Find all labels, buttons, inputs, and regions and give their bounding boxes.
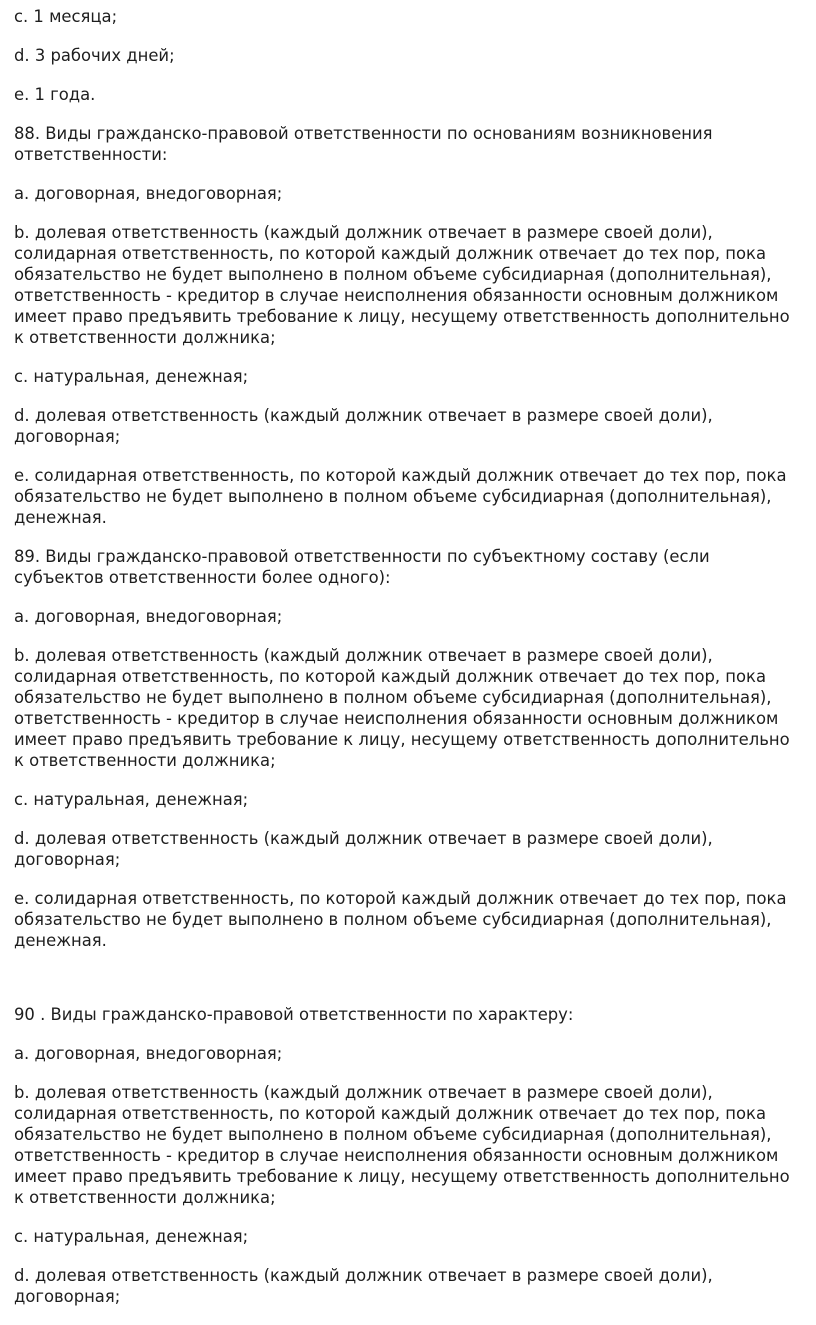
answer-option-a: a. договорная, внедоговорная; bbox=[14, 1044, 283, 1063]
answer-option-d: d. долевая ответственность (каждый должник отвечает в размере своей доли), договорная; bbox=[14, 406, 713, 446]
answer-option-e: e. солидарная ответственность, по которой каждый должник отвечает до тех пор, пока обязательство не будет выполнено в полном объеме субсидиарная (дополнительная), денежная. bbox=[14, 889, 787, 950]
answer-option-c: c. натуральная, денежная; bbox=[14, 1227, 249, 1246]
answer-option-a: a. договорная, внедоговорная; bbox=[14, 607, 283, 626]
answer-option-e: e. солидарная ответственность, по которой каждый должник отвечает до тех пор, пока обязательство не будет выполнено в полном объеме субсидиарная (дополнительная), денежная. bbox=[14, 466, 787, 527]
answer-option-d: d. 3 рабочих дней; bbox=[14, 46, 175, 65]
answer-option-b: b. долевая ответственность (каждый должник отвечает в размере своей доли), солидарная ответственность, по которой каждый должник отвечает до тех пор, пока обязательство не будет выполнено в полном объеме субсидиарная (дополнительная), ответственность - кредитор в случае неисполнения обязанности основным должником имеет право предъявить требование к лицу, несущему ответственность дополнительно к ответственности должника; bbox=[14, 223, 790, 347]
answer-option-b: b. долевая ответственность (каждый должник отвечает в размере своей доли), солидарная ответственность, по которой каждый должник отвечает до тех пор, пока обязательство не будет выполнено в полном объеме субсидиарная (дополнительная), ответственность - кредитор в случае неисполнения обязанности основным должником имеет право предъявить требование к лицу, несущему ответственность дополнительно к ответственности должника; bbox=[14, 1083, 790, 1207]
answer-option-d: d. долевая ответственность (каждый должник отвечает в размере своей доли), договорная; bbox=[14, 1266, 713, 1306]
answer-option-b: b. долевая ответственность (каждый должник отвечает в размере своей доли), солидарная ответственность, по которой каждый должник отвечает до тех пор, пока обязательство не будет выполнено в полном объеме субсидиарная (дополнительная), ответственность - кредитор в случае неисполнения обязанности основным должником имеет право предъявить требование к лицу, несущему ответственность дополнительно к ответственности должника; bbox=[14, 646, 790, 770]
answer-option-a: a. договорная, внедоговорная; bbox=[14, 184, 283, 203]
answer-option-c: c. натуральная, денежная; bbox=[14, 367, 249, 386]
answer-option-c: c. 1 месяца; bbox=[14, 7, 118, 26]
question-90: 90 . Виды гражданско-правовой ответственности по характеру: bbox=[14, 1005, 574, 1024]
question-89: 89. Виды гражданско-правовой ответственности по субъектному составу (если субъектов ответственности более одного): bbox=[14, 547, 710, 587]
document-page bbox=[14, 6, 804, 1325]
answer-option-e: e. 1 года. bbox=[14, 85, 96, 104]
answer-option-d: d. долевая ответственность (каждый должник отвечает в размере своей доли), договорная; bbox=[14, 829, 713, 869]
answer-option-c: c. натуральная, денежная; bbox=[14, 790, 249, 809]
question-88: 88. Виды гражданско-правовой ответственности по основаниям возникновения ответственности: bbox=[14, 124, 713, 164]
section-spacer bbox=[14, 969, 804, 1004]
